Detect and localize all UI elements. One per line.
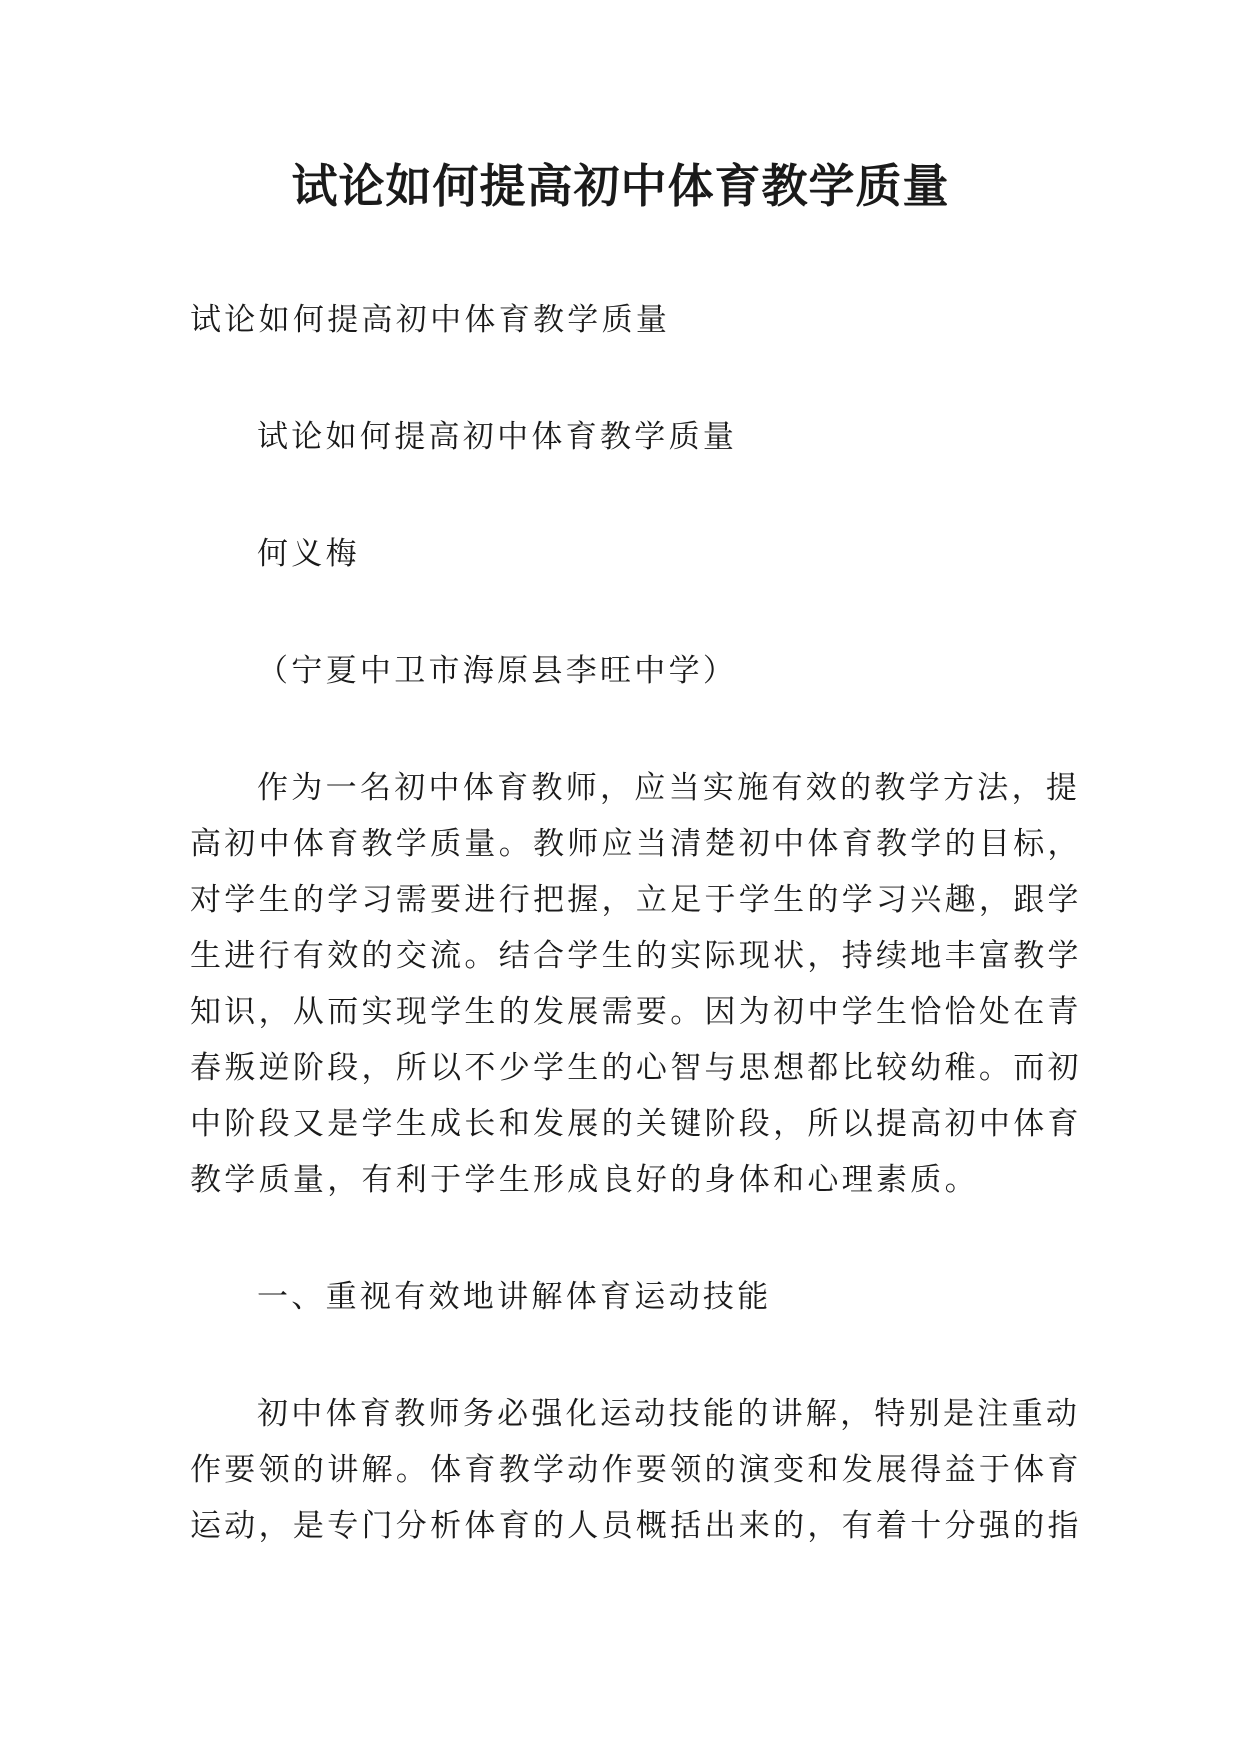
- body-heading: 试论如何提高初中体育教学质量: [190, 302, 671, 338]
- paragraph-line: 知识，从而实现学生的发展需要。因为初中学生恰恰处在青: [190, 994, 1082, 1030]
- document-title: 试论如何提高初中体育教学质量: [291, 159, 950, 213]
- paragraph-line: 中阶段又是学生成长和发展的关键阶段，所以提高初中体育: [190, 1106, 1082, 1142]
- paragraph-line: 春叛逆阶段，所以不少学生的心智与思想都比较幼稚。而初: [190, 1050, 1082, 1086]
- author-affiliation: （宁夏中卫市海原县李旺中学）: [257, 653, 738, 689]
- paragraph-line: 初中体育教师务必强化运动技能的讲解，特别是注重动: [257, 1396, 1081, 1432]
- paragraph-line: 高初中体育教学质量。教师应当清楚初中体育教学的目标，: [190, 826, 1082, 862]
- document-body: [190, 292, 1082, 1554]
- author-name: 何义梅: [257, 536, 360, 572]
- paragraph-line: 教学质量，有利于学生形成良好的身体和心理素质。: [190, 1162, 979, 1198]
- paragraph-line: 运动，是专门分析体育的人员概括出来的，有着十分强的指: [190, 1508, 1082, 1544]
- paragraph-section1: [190, 1386, 1082, 1554]
- paragraph-line: 作为一名初中体育教师，应当实施有效的教学方法，提: [257, 770, 1081, 806]
- paragraph-line: 对学生的学习需要进行把握，立足于学生的学习兴趣，跟学: [190, 882, 1082, 918]
- article-subtitle: 试论如何提高初中体育教学质量: [257, 419, 738, 455]
- paragraph-intro: [190, 760, 1082, 1208]
- paragraph-line: 作要领的讲解。体育教学动作要领的演变和发展得益于体育: [190, 1452, 1082, 1488]
- paragraph-line: 生进行有效的交流。结合学生的实际现状，持续地丰富教学: [190, 938, 1082, 974]
- section-heading: 一、重视有效地讲解体育运动技能: [257, 1279, 772, 1315]
